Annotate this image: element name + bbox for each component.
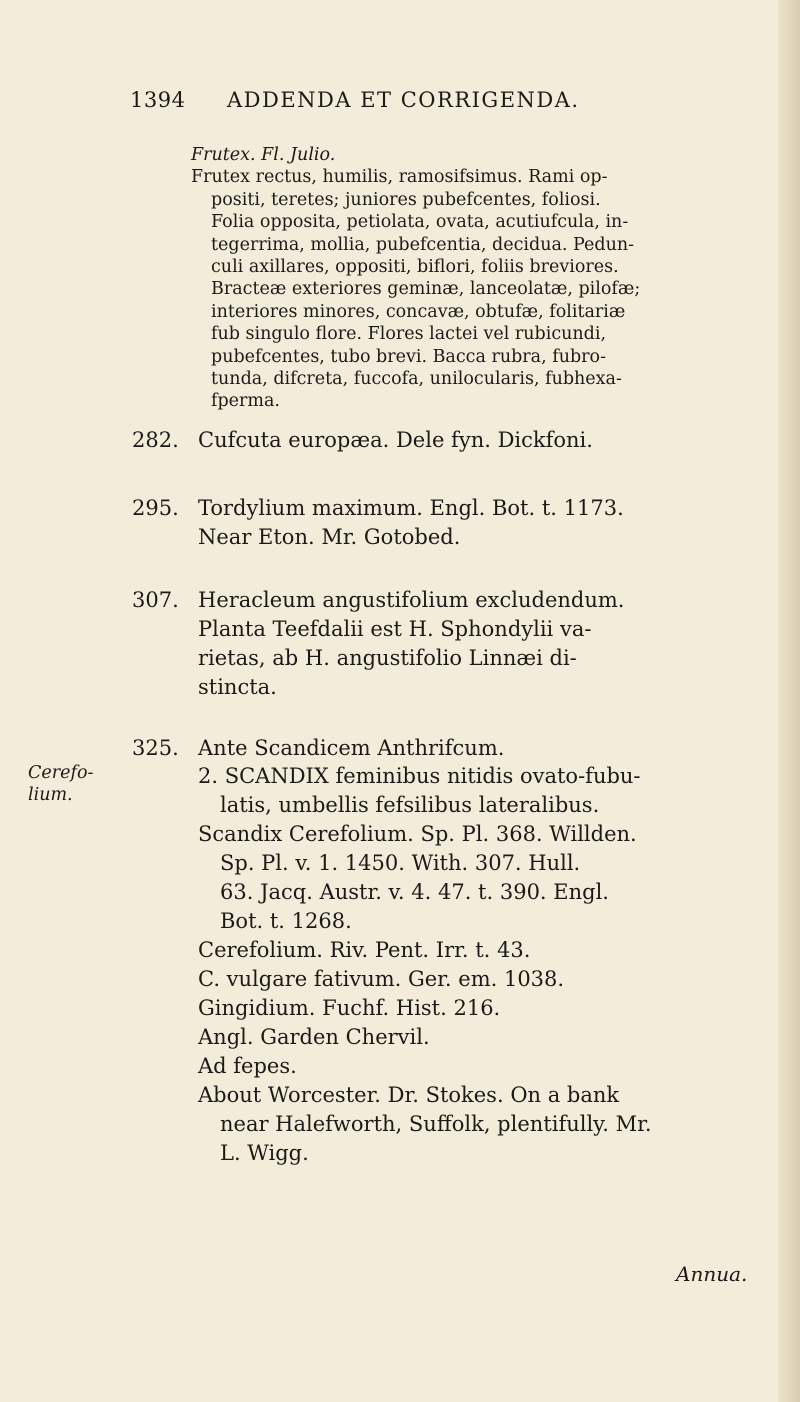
scandix-line: latis, umbellis fefsilibus lateralibus. [220, 793, 600, 817]
margin-label [28, 762, 93, 806]
entry-307 [132, 586, 752, 706]
scandix-line: C. vulgare fativum. Ger. em. 1038. [198, 967, 565, 991]
entry-line: Heracleum angustifolium excludendum. [198, 588, 625, 612]
text-line: Frutex. Fl. Julio. [191, 145, 336, 165]
scandix-entry [198, 762, 758, 1168]
text-line: Frutex rectus, humilis, ramosifsimus. Rami op- [191, 167, 608, 188]
scandix-line: 2. SCANDIX feminibus nitidis ovato-fubu- [198, 764, 641, 788]
entry-282 [132, 426, 752, 456]
scandix-line: near Halefworth, Suffolk, plentifully. Mr. [220, 1112, 652, 1136]
text-line: positi, teretes; juniores pubefcentes, foliosi. [211, 189, 601, 210]
scandix-line: 63. Jacq. Austr. v. 4. 47. t. 390. Engl. [220, 880, 609, 904]
scandix-line: About Worcester. Dr. Stokes. On a bank [198, 1083, 620, 1107]
entry-number: 325. [132, 736, 179, 760]
frutex-description [191, 144, 746, 413]
entry-number: 295. [132, 496, 179, 520]
scandix-line: Sp. Pl. v. 1. 1450. With. 307. Hull. [220, 851, 581, 875]
text-line: tunda, difcreta, fuccofa, unilocularis, fubhexa- [211, 369, 622, 390]
text-line: fperma. [211, 391, 280, 412]
scandix-line: Bot. t. 1268. [220, 909, 352, 933]
text-line: fub singulo flore. Flores lactei vel rubicundi, [211, 324, 607, 345]
catchword: Annua. [676, 1262, 748, 1286]
scandix-line: Angl. Garden Chervil. [198, 1025, 430, 1049]
scandix-line: Ad fepes. [198, 1054, 297, 1078]
running-title: ADDENDA ET CORRIGENDA. [227, 88, 580, 112]
scandix-line: L. Wigg. [220, 1141, 309, 1165]
page-header [130, 88, 690, 122]
entry-line: Near Eton. Mr. Gotobed. [198, 525, 461, 549]
text-line: pubefcentes, tubo brevi. Bacca rubra, fubro- [211, 346, 606, 367]
margin-label-line: lium. [28, 785, 73, 805]
text-line: Bracteæ exteriores geminæ, lanceolatæ, pilofæ; [211, 279, 641, 300]
scandix-line: Cerefolium. Riv. Pent. Irr. t. 43. [198, 938, 531, 962]
entry-number: 282. [132, 428, 179, 452]
scandix-line: Scandix Cerefolium. Sp. Pl. 368. Willden. [198, 822, 637, 846]
margin-label-line: Cerefo- [28, 763, 94, 783]
entry-number: 307. [132, 588, 179, 612]
text-line: interiores minores, concavæ, obtufæ, folitariæ [211, 301, 626, 322]
scandix-line: Gingidium. Fuchf. Hist. 216. [198, 996, 501, 1020]
entry-line: rietas, ab H. angustifolio Linnæi di- [198, 646, 577, 670]
entry-295 [132, 494, 752, 554]
text-line: Folia opposita, petiolata, ovata, acutiufcula, in- [211, 212, 629, 233]
entry-line: Tordylium maximum. Engl. Bot. t. 1173. [198, 496, 624, 520]
page-number: 1394 [130, 88, 186, 112]
entry-line: Cufcuta europæa. Dele fyn. Dickfoni. [198, 428, 593, 452]
entry-line: Planta Teefdalii est H. Sphondylii va- [198, 617, 592, 641]
page-edge [778, 0, 800, 1402]
entry-line: stincta. [198, 675, 277, 699]
entry-325 [132, 734, 752, 764]
text-line: tegerrima, mollia, pubefcentia, decidua. Pedun- [211, 234, 635, 255]
entry-line: Ante Scandicem Anthrifcum. [198, 736, 505, 760]
text-line: culi axillares, oppositi, biflori, foliis breviores. [211, 257, 619, 278]
